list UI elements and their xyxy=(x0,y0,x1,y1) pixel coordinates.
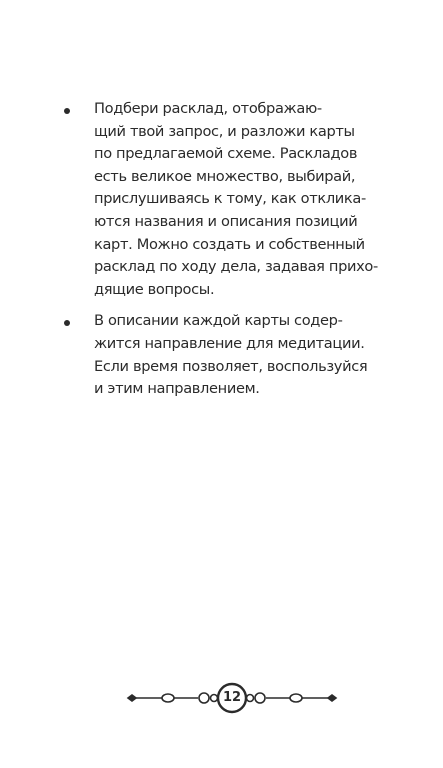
bullet-item-2 xyxy=(62,310,402,400)
bullet-item-1 xyxy=(62,98,402,301)
text-line: по предлагаемой схеме. Раскладов xyxy=(94,145,358,163)
bullet-icon xyxy=(64,320,70,326)
text-line: прислушиваясь к тому, как отклика- xyxy=(94,190,366,208)
text-line: жится направление для медитации. xyxy=(94,334,365,352)
text-line: щий твой запрос, и разложи карты xyxy=(94,122,355,140)
text-line: Если время позволяет, воспользуйся xyxy=(94,357,368,375)
bullet-icon xyxy=(64,108,70,114)
body-text xyxy=(62,98,402,410)
text-line: карт. Можно создать и собственный xyxy=(94,235,365,253)
text-line: ются названия и описания позиций xyxy=(94,212,358,230)
text-line: Подбери расклад, отображаю- xyxy=(94,100,322,117)
text-line: В описании каждой карты содер- xyxy=(94,312,343,330)
text-line: есть великое множество, выбирай, xyxy=(94,167,356,185)
page-number-ornament xyxy=(124,676,340,720)
text-line: и этим направлением. xyxy=(94,380,260,398)
page-number: 12 xyxy=(222,690,242,705)
text-line: расклад по ходу дела, задавая прихо- xyxy=(94,258,378,276)
text-line: дящие вопросы. xyxy=(94,280,215,298)
